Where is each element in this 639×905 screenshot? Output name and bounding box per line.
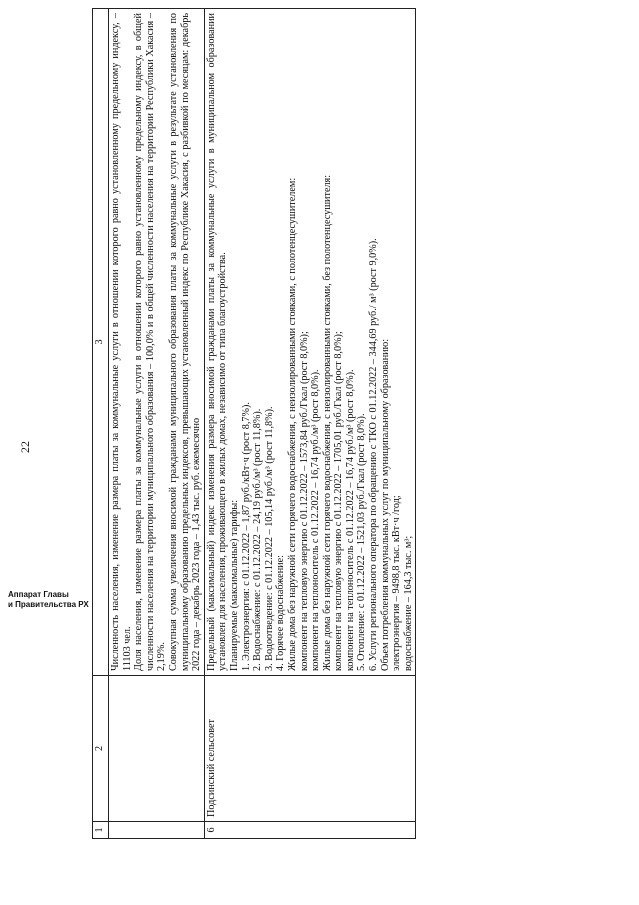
column-header-3: 3 (93, 9, 109, 676)
table-row-continuation (109, 9, 205, 839)
column-header-2: 2 (93, 676, 109, 822)
stamp-line: Аппарат Главы (8, 590, 69, 599)
paragraph: 3. Водоотведение: с 01.12.2022 – 105,14 руб./м³ (рост 11,8%). (263, 406, 275, 671)
column-header-1: 1 (93, 822, 109, 839)
paragraph: Планируемые (максимальные) тарифы: (228, 499, 240, 671)
municipality-name: Подсинский сельсовет (204, 676, 416, 822)
page-number: 22 (18, 441, 32, 453)
paragraph: 4. Горячее водоснабжение: (275, 555, 287, 671)
paragraph: компонент на тепловую энергию с 01.12.2022 – 1573,84 руб./Гкал (рост 8,0%); (298, 331, 310, 671)
table-header-row (93, 9, 109, 839)
stamp-line: и Правительства РХ (8, 600, 89, 609)
paragraph: Жилые дома без наружной сети горячего водоснабжения, с неизолированными стояками, с полотенцесушителем: (286, 177, 298, 671)
paragraph: Доля населения, изменение размера платы за коммунальные услуги в отношении которого равно установленному предельному индексу, в общей численности населения на территории муниципального образования – 100,0% и в общей численности населения на территории Республики Хакасия – 2,19%. (133, 13, 168, 671)
continuation-number-cell (109, 822, 205, 839)
paragraph: компонент на тепловую энергию с 01.12.2022 – 1705,01 руб./Гкал (рост 8,0%); (333, 331, 345, 671)
paragraph: 1. Электроэнергия: с 01.12.2022 – 1,87 руб./кВт·ч (рост 8,7%). (240, 402, 252, 671)
paragraph: Объем потребления коммунальных услуг по муниципальному образованию: (379, 338, 391, 671)
paragraph: 6. Услуги регионального оператора по обращению с ТКО с 01.12.2022 – 344,69 руб./ м³ (рост 9,0%). (368, 238, 380, 671)
paragraph: Жилые дома без наружной сети горячего водоснабжения, с неизолированными стояками, без полотенцесушителя: (321, 174, 333, 671)
continuation-name-cell (109, 676, 205, 822)
paragraph: Предельный (максимальный) индекс изменения размера вносимой гражданами платы за коммунальные услуги в муниципальном образовании установлен для населения, проживающего в жилых домах, независимо от типа благоустройства. (205, 13, 229, 671)
paragraph: водоснабжение – 164,3 тыс. м³; (402, 535, 414, 671)
paragraph: 2. Водоснабжение: с 01.12.2022 – 24,19 руб./м³ (рост 11,8%). (252, 408, 264, 671)
row-text-cell (204, 9, 416, 676)
row-number: 6 (204, 822, 416, 839)
office-stamp (8, 590, 89, 610)
paragraph: Численность населения, изменение размера платы за коммунальные услуги в отношении которого равно установленному предельному индексу, – 11103 чел. (110, 13, 133, 671)
paragraph: Совокупная сумма увеличения вносимой гражданами муниципального образования платы за коммунальные услуги в результате установления по муниципальному образованию предельных индексов, превышающих установленный индекс по Республике Хакасия, с разбивкой по месяцам: декабрь 2022 года – декабрь 2023 года – 1,43 тыс. руб. ежемесячно (167, 13, 203, 671)
continuation-text-cell (109, 9, 205, 676)
paragraph: компонент на теплоноситель с 01.12.2022 – 16,74 руб./м³ (рост 8,0%). (344, 369, 356, 671)
tariff-table (92, 8, 416, 839)
paragraph: 5. Отопление: с 01.12.2022 – 1521,03 руб./Гкал (рост 8,0%). (356, 413, 368, 671)
paragraph: электроэнергия – 9498,8 тыс. кВт·ч /год; (391, 495, 403, 671)
table-row (204, 9, 416, 839)
paragraph: компонент на теплоноситель с 01.12.2022 – 16,74 руб./м³ (рост 8,0%). (310, 369, 322, 671)
